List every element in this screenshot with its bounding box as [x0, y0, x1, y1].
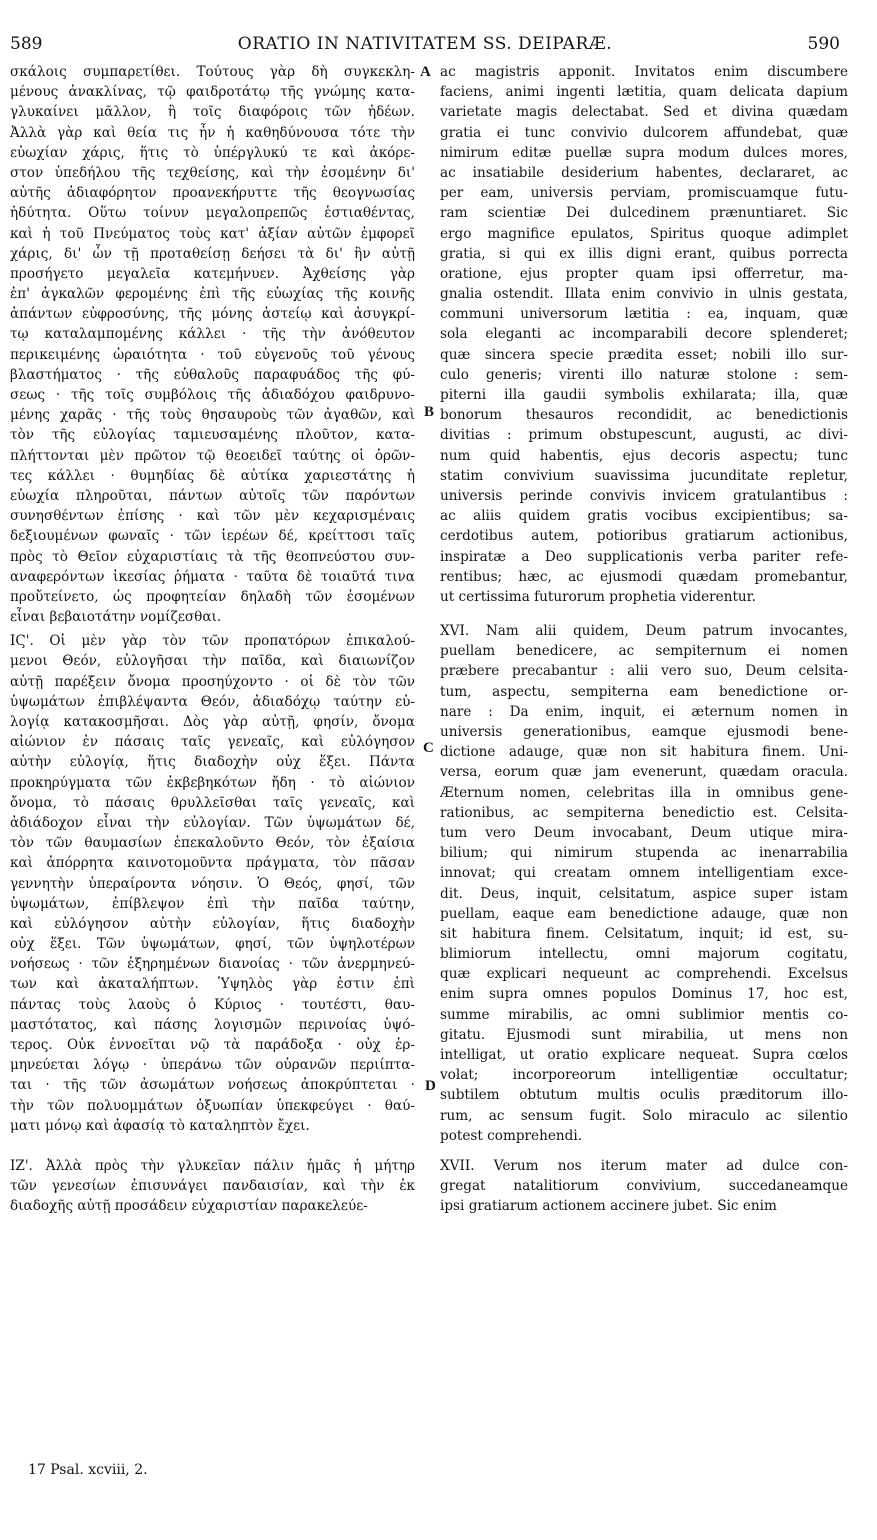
greek-paragraph-16 — [10, 631, 415, 1136]
text-line: gratia, si qui ex illis digni erant, quibus porrecta — [440, 245, 848, 262]
text-line: λογίᾳ κατακοσμῆσαι. Δὸς γὰρ αὐτῇ, φησίν, ὄνομα — [10, 714, 415, 730]
text-line: enim supra omnes populos Dominus 17, hoc est, — [440, 986, 848, 1003]
text-line: ται · τῆς τῶν ἀσωμάτων νοήσεως ἀποκρύπτεται · — [10, 1077, 415, 1094]
text-line: summe mirabilis, ac omni sublimior mentis co- — [440, 1006, 848, 1023]
text-line: χάρις, δι' ὧν τῇ προταθείσῃ δεήσει τὰ δι' ἣν αὐτῇ — [10, 245, 415, 262]
text-line: sola eleganti ac incomparabili decore splenderet; — [440, 326, 848, 343]
text-line: potest comprehendi. — [440, 1127, 583, 1144]
text-line: puellam benedicere, ac sempiternum ei nomen — [440, 643, 848, 660]
text-line: universis perinde convivis invicem gratulantibus : — [440, 487, 848, 504]
text-line: μηνεύεται λόγῳ · ὑπεράνω τῶν οὐρανῶν περιίπτα- — [10, 1057, 415, 1074]
text-line: innovat; qui creatam omnem intelligentiam exce- — [440, 865, 848, 882]
page-header — [10, 34, 840, 60]
text-line: universis generationibus, eamque ejusmodi bene- — [440, 724, 848, 740]
text-line: τὴν τῶν πολυομμάτων ὀξυωπίαν ὑπεκφεύγει · θαύ- — [10, 1097, 415, 1114]
text-line: præbere precabantur : alii vero suo, Deum celsita- — [440, 663, 848, 680]
text-line: εἶναι βεβαιοτάτην νομίζεσθαι. — [10, 609, 222, 626]
text-line: XVI. Nam alii quidem, Deum patrum invocantes, — [440, 623, 848, 640]
margin-marker-a: A — [420, 64, 431, 80]
text-line: ac insatiabile desiderium habentes, declararet, ac — [440, 164, 848, 181]
text-line: στον ὑπεδήλου τῆς τεχθείσης, καὶ τὴν ἐσομένην δι' — [10, 164, 415, 181]
text-line: sit habitura finem. Celsitatum, inquit; id est, su- — [440, 925, 848, 942]
text-line: ac aliis quidem gratis vocibus excipientibus; sa- — [440, 508, 848, 525]
text-line: εὐωχίαν χάρις, ἥτις τὸ ὑπέργλυκύ τε καὶ ἀκόρε- — [10, 144, 415, 161]
text-line: οὐχ ἕξει. Τῶν ὑψωμάτων, φησί, τῶν ὑψηλοτέρων — [10, 936, 415, 953]
text-line: divitias : primum obstupescunt, augusti, ac divi- — [440, 427, 848, 444]
margin-marker-c: C — [423, 740, 434, 756]
text-line: σεως · τῆς τοῖς συμβόλοις τῆς ἀδιαδόχου φαιδρυνο- — [10, 387, 415, 403]
text-line: βλαστήματος · τῆς εὐθαλοῦς παραφυάδος τῆς φύ- — [10, 366, 415, 383]
text-line: volat; incorporeorum intelligentiæ occultatur; — [440, 1067, 848, 1084]
text-line: ὄνομα, τὸ πάσαις θρυλλεῖσθαι ταῖς γενεαῖς, καὶ — [10, 794, 415, 811]
text-line: Ἀλλὰ γὰρ καὶ θεία τις ἦν ἡ καθηδύνουσα τότε τὴν — [10, 124, 415, 141]
text-line: καὶ ἡ τοῦ Πνεύματος τοὺς κατ' ἀξίαν αὐτῶν ἐμφορεῖ — [10, 225, 415, 242]
text-line: blimiorum intellectu, omni majorum cogitatu, — [440, 946, 848, 963]
latin-paragraph-17 — [440, 1156, 848, 1217]
text-line: versa, eorum quæ jam evenerunt, quædam oracula. — [440, 764, 848, 781]
text-line: αὐτὴν εὐλογίᾳ, ἥτις διαδοχὴν οὐχ ἕξει. Πάντα — [10, 754, 415, 771]
greek-paragraph-1 — [10, 62, 415, 627]
text-line: Æternum nomen, celebritas illa in omnibus gene- — [440, 784, 848, 801]
text-line: dictione adauge, quæ non sit habitura finem. Uni- — [440, 744, 848, 761]
text-line: γλυκαίνει μᾶλλον, ἢ τοῖς διαφόροις τῶν ἡδέων. — [10, 104, 415, 121]
text-line: αὐτῆς ἀδιαφόρητον προανεκήρυττε τῆς θεογνωσίας — [10, 185, 415, 202]
text-line: αἰώνιον ἐν πάσαις ταῖς γενεαῖς, καὶ εὐλόγησον — [10, 734, 415, 751]
text-line: gnalia ostendit. Illata enim convivio in ulnis gestata, — [440, 286, 848, 303]
text-line: ΙΖ'. Ἀλλὰ πρὸς τὴν γλυκεῖαν πάλιν ἡμᾶς ἡ μήτηρ — [10, 1157, 415, 1174]
text-line: varietate magis delectabat. Sed et divina quædam — [440, 104, 848, 121]
text-line: oratione, ejus propter quam ipsi offerretur, ma- — [440, 265, 848, 282]
text-line: τερος. Οὐκ ἐννοεῖται νῷ τὰ παράδοξα · οὐχ ἑρ- — [10, 1037, 415, 1053]
text-line: τὸν τῶν θαυμασίων ἐπεκαλοῦντο Θεόν, τὸν ἐξαίσια — [10, 835, 415, 852]
text-line: δεξιουμένων φωναῖς · τῶν ἱερέων δέ, κρείττοσι ταῖς — [10, 528, 415, 545]
text-line: τὸν τῆς εὐλογίας ταμιευσαμένης πλοῦτον, κατα- — [10, 427, 415, 444]
text-line: τες κάλλει · θυμηδίας δὲ αὐτίκα χαριεστάτης ἡ — [10, 467, 415, 484]
text-line: διαδοχῆς αὐτῇ προσάδειν εὐχαριστίαν παρακελεύε- — [10, 1198, 368, 1215]
text-line: ὑψωμάτων, ἐπίβλεψον ἐπὶ τὴν παῖδα ταύτην, — [10, 895, 415, 912]
text-line: μένης χαρᾶς · τῆς τοὺς θησαυροὺς τῶν ἀγαθῶν, καὶ — [10, 407, 415, 424]
text-line: αὐτῇ παρέξειν ὄνομα προσηύχοντο · οἱ δὲ τὸν τῶν — [10, 673, 415, 690]
text-line: gregat natalitiorum convivium, succedaneamque — [440, 1178, 848, 1195]
text-line: τῶν γενεσίων ἐπισυνάγει πανδαισίαν, καὶ τὴν ἐκ — [10, 1178, 415, 1195]
text-line: quæ sincera specie prædita esset; nobili illo sur- — [440, 346, 848, 363]
page-number-left: 589 — [10, 34, 43, 54]
text-line: dit. Deus, inquit, celsitatum, aspice super istam — [440, 885, 848, 902]
text-line: πάντας τοὺς λαοὺς ὁ Κύριος · τουτέστι, θαυ- — [10, 996, 415, 1013]
running-title: ORATIO IN NATIVITATEM SS. DEIPARÆ. — [237, 34, 613, 54]
text-line: gitatu. Ejusmodi sunt mirabilia, ut mens non — [440, 1026, 848, 1043]
text-line: faciens, animi ingenti lætitia, quam delicata dapium — [440, 84, 848, 101]
text-line: μαστότατος, καὶ πάσης λογισμῶν περινοίας ὑψό- — [10, 1016, 415, 1033]
text-line: προὔτείνετο, ὡς προφητείαν δηλαδὴ τῶν ἐσομένων — [10, 588, 415, 605]
text-line: περικειμένης ὡραιότητα · τοῦ εὐγενοῦς τοῦ γένους — [10, 346, 415, 363]
text-line: τῳ καταλαμπομένης κάλλει · τῆς τὴν ἀνόθευτον — [10, 326, 415, 343]
text-line: ἁπάντων εὐφροσύνης, τῆς μόνης ἀστείῳ καὶ ἀσυγκρί- — [10, 306, 415, 323]
text-line: cerdotibus autem, potioribus gratiarum actionibus, — [440, 528, 848, 545]
text-line: culo generis; virenti illo naturæ stolone : sem- — [440, 366, 848, 383]
latin-paragraph-16 — [440, 621, 848, 1146]
text-line: αναφερόντων ἱκεσίας ῥήματα · ταῦτα δὲ τοιαῦτά τινα — [10, 568, 415, 585]
text-line: ram scientiæ Dei dulcedinem prænuntiaret. Sic — [440, 205, 848, 222]
text-line: ἐπ' ἀγκαλῶν φερομένης ἐπὶ τῆς εὐωχίας τῆς κοινῆς — [10, 286, 415, 303]
text-line: rentibus; hæc, ac ejusmodi quædam promebantur, — [440, 568, 848, 585]
text-line: per eam, universis perviam, promiscuamque futu- — [440, 185, 848, 202]
text-line: μενοι Θεόν, εὐλογῆσαι τὴν παῖδα, καὶ διαιωνίζον — [10, 653, 415, 670]
text-line: ματι μόνῳ καὶ ἀφασίᾳ τὸ καταληπτὸν ἔχει. — [10, 1117, 310, 1134]
text-line: intelligat, ut oratio explicare nequeat. Supra cœlos — [440, 1047, 848, 1063]
text-line: γεννητὴν ὑπεραίροντα νόησιν. Ὁ Θεός, φησί, τῶν — [10, 875, 415, 892]
text-line: subtilem obtutum multis oculis præditorum illo- — [440, 1087, 848, 1104]
text-line: πλήττονται μὲν πρῶτον τῷ θεοειδεῖ ταύτης οἱ ὁρῶν- — [10, 447, 415, 464]
text-line: ἡδύτητα. Οὕτω τοίνυν μεγαλοπρεπῶς ἑστιαθέντας, — [10, 205, 415, 222]
text-line: ut certissima futurorum prophetia viderentur. — [440, 588, 757, 605]
page-number-right: 590 — [807, 34, 840, 54]
text-line: ergo magnifice epulatos, Spiritus quoque adimplet — [440, 225, 848, 242]
text-line: συνησθέντων ἐπίσης · καὶ τῶν μὲν κεχαρισμέναις — [10, 508, 415, 525]
text-line: statim convivium suavissima jucunditate repletur, — [440, 467, 848, 484]
text-line: ἀδιάδοχον εἶναι τὴν εὐλογίαν. Τῶν ὑψωμάτων δέ, — [10, 814, 415, 831]
text-line: bonorum thesauros recondidit, ac benedictionis — [440, 407, 848, 424]
text-line: εὐωχία πληροῦται, πάντων αὐτοῖς τῶν παρόντων — [10, 487, 415, 504]
text-line: rationibus, ac sempiterna benedictio est. Celsita- — [440, 804, 848, 821]
text-line: σκάλοις συμπαρετίθει. Τούτους γὰρ δὴ συγκεκλη- — [10, 64, 415, 80]
text-line: XVII. Verum nos iterum mater ad dulce con- — [440, 1157, 848, 1174]
text-line: communi universorum lætitia : ea, inquam, quæ — [440, 306, 848, 323]
text-line: gratia ei tunc convivio dulcorem affundebat, quæ — [440, 124, 848, 141]
greek-paragraph-17 — [10, 1156, 415, 1217]
text-line: ὑψωμάτων ἐπιβλέψαντα Θεόν, ἀδιαδόχῳ ταύτην εὐ- — [10, 693, 415, 710]
text-line: μένους ἀνακλίνας, τῷ φαιδροτάτῳ τῆς γνώμης κατα- — [10, 84, 415, 101]
latin-paragraph-1 — [440, 62, 848, 607]
text-line: quæ explicari nequeunt ac comprehendi. Excelsus — [440, 966, 848, 983]
text-line: rum, ac sensum fugit. Solo miraculo ac silentio — [440, 1107, 848, 1124]
text-line: puellam, eaque eam benedictione adauge, quæ non — [440, 905, 848, 922]
footnote: 17 Psal. xcviii, 2. — [28, 1462, 148, 1478]
text-line: ipsi gratiarum actionem accinere jubet. Sic enim — [440, 1198, 777, 1215]
text-line: προκηρύγματα τῶν ἐκβεβηκότων ἤδη · τὸ αἰώνιον — [10, 774, 415, 791]
margin-marker-b: B — [424, 404, 435, 420]
text-line: inspiratæ a Deo supplicationis verba pariter refe- — [440, 548, 848, 565]
text-line: πρὸς τὸ Θεῖον εὐχαριστίαις τὰ τῆς θεοπνεύστου συν- — [10, 548, 415, 565]
margin-marker-d: D — [425, 1078, 436, 1094]
text-line: των καὶ ἀκαταλήπτων. Ὑψηλὸς γὰρ ἐστιν ἐπὶ — [10, 976, 415, 993]
text-line: ΙϚ'. Οἱ μὲν γὰρ τὸν τῶν προπατόρων ἐπικαλού- — [10, 633, 415, 650]
text-line: nimirum editæ puellæ supra modum dulces mores, — [440, 144, 848, 161]
greek-column — [10, 62, 415, 1217]
text-line: καὶ εὐλόγησον αὐτὴν εὐλογίαν, ἥτις διαδοχὴν — [10, 915, 415, 932]
text-line: προσήγετο μεγαλεῖα κατεμήνυεν. Ἀχθείσης γὰρ — [10, 265, 415, 282]
text-line: tum vero Deum invocabant, Deum utique mira- — [440, 824, 848, 841]
text-line: tum, aspectu, sempiterna eam benedictione or- — [440, 683, 848, 700]
text-line: nare : Da enim, inquit, ei æternum nomen in — [440, 703, 848, 720]
text-line: νοήσεως · τῶν ἐξηρημένων διανοίας · τῶν ἀνερμηνεύ- — [10, 956, 415, 973]
latin-column — [440, 62, 848, 1217]
text-line: num quid habentis, ejus decoris aspectu; tunc — [440, 447, 848, 464]
text-line: καὶ ἀπόρρητα καινοτομοῦντα πράγματα, τὸν πᾶσαν — [10, 855, 415, 872]
text-line: bilium; qui nimirum stupenda ac inenarrabilia — [440, 845, 848, 862]
text-line: piterni illa gaudii symbolis exhilarata; illa, quæ — [440, 387, 848, 403]
text-line: ac magistris apponit. Invitatos enim discumbere — [440, 64, 848, 80]
